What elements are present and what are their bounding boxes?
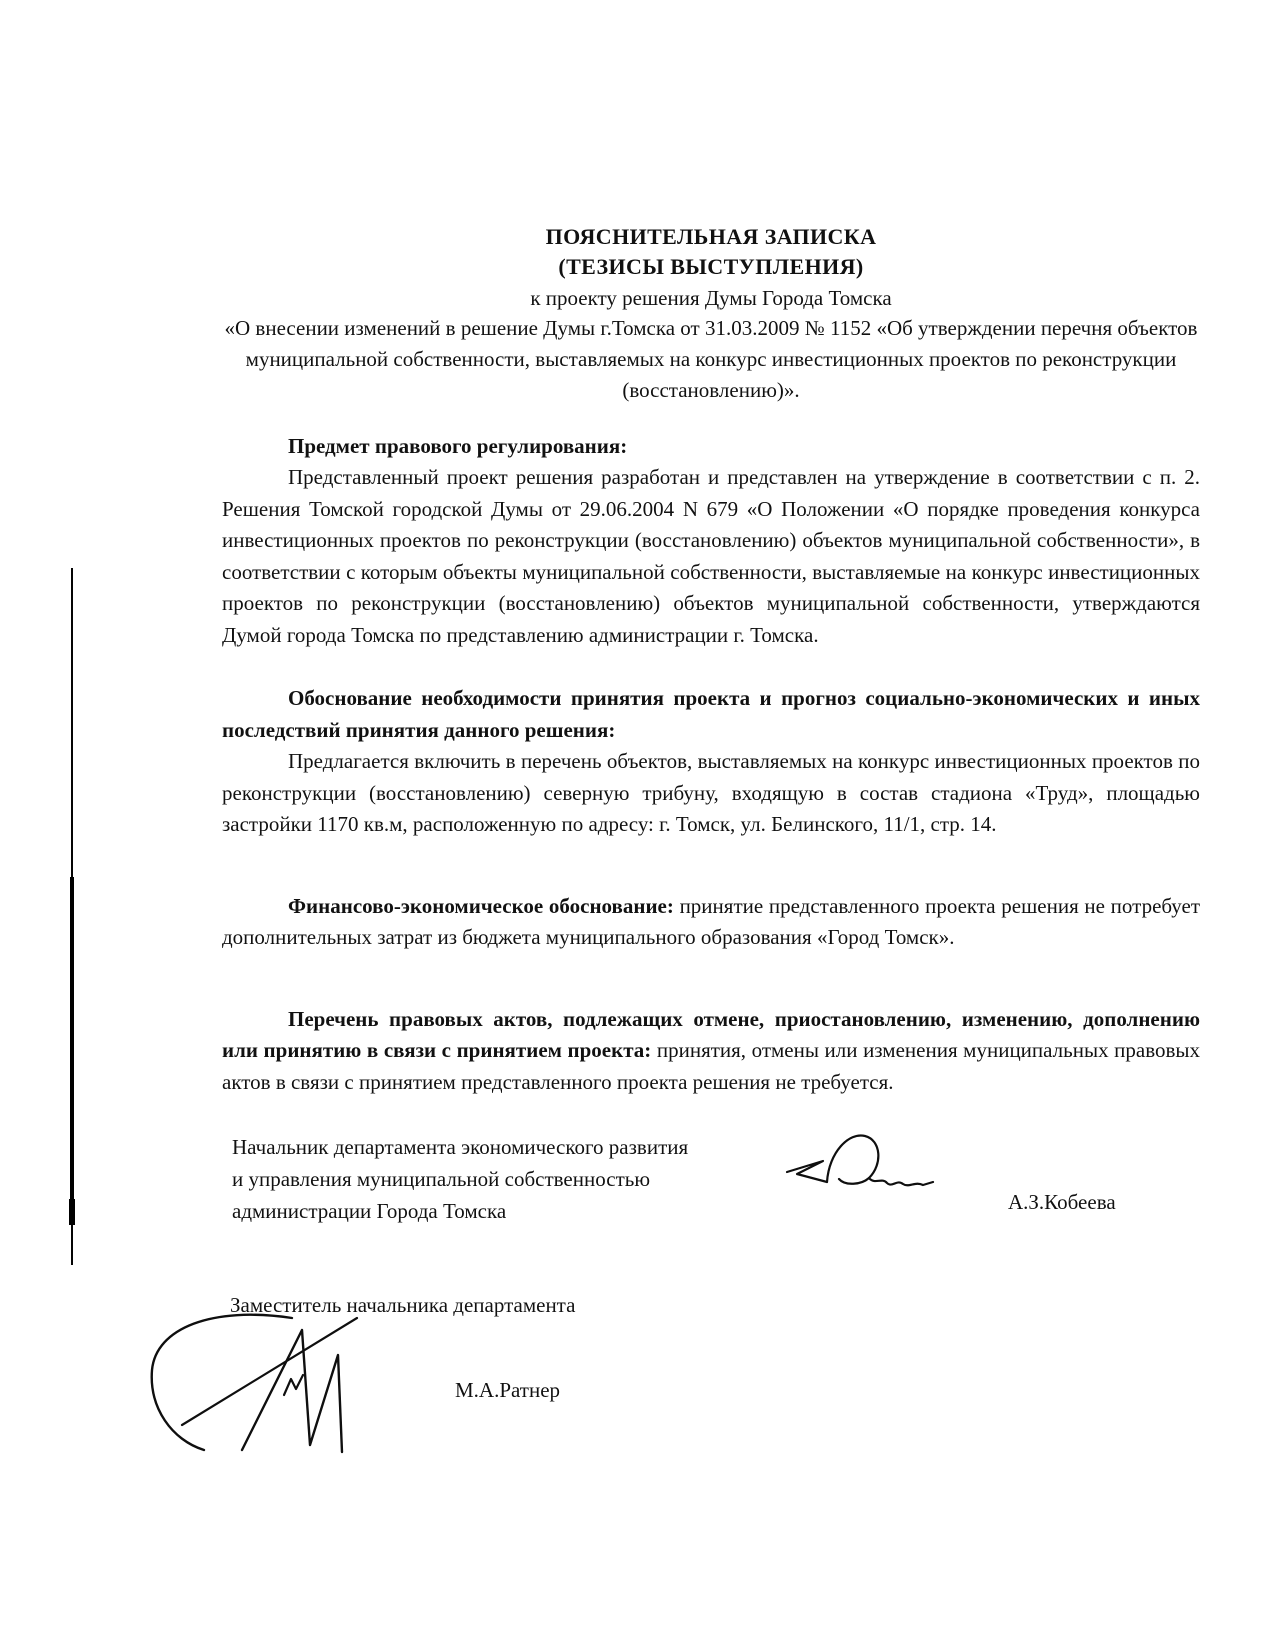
signature-ratner-autograph [142, 1300, 422, 1465]
financial-justification-text: принятие представленного проекта решения не потребует дополнительных затрат из бюджета муниципального образования «Город Томск». [222, 893, 1200, 949]
financial-justification-lead: Финансово-экономическое обоснование: [288, 893, 674, 918]
signature-ratner-icon [142, 1300, 422, 1460]
signatory1-position-line1: Начальник департамента экономического развития [232, 1135, 689, 1159]
signatory1-position [232, 1131, 832, 1227]
section-heading-subject-of-regulation: Предмет правового регулирования: [288, 434, 628, 458]
signature-kobeeva-icon [783, 1128, 941, 1208]
signatory1-position-line2: и управления муниципальной собственностью [232, 1167, 651, 1191]
document-subtitle: к проекту решения Думы Города Томска [530, 286, 892, 310]
section-heading-justification: Обоснование необходимости принятия проекта и прогноз социально-экономических и иных последствий принятия данного решения: [222, 686, 1200, 742]
document-title: ПОЯСНИТЕЛЬНАЯ ЗАПИСКА [545, 224, 877, 249]
signatory2-position: Заместитель начальника департамента [230, 1293, 576, 1317]
legal-acts-text: принятия, отмены или изменения муниципальных правовых актов в связи с принятием представленного проекта решения не требуется. [222, 1038, 1200, 1094]
signatory1-name: А.З.Кобеева [1008, 1190, 1116, 1214]
section-financial-justification [222, 891, 1200, 954]
legal-acts-lead: Перечень правовых актов, подлежащих отмене, приостановлению, изменению, дополнению или принятию в связи с принятием проекта: [222, 1006, 1200, 1062]
signatory2-name: М.А.Ратнер [455, 1378, 561, 1402]
scan-artifact-notch [69, 1199, 75, 1225]
scan-artifact-line-bottom [71, 1225, 73, 1265]
document-body [222, 222, 1200, 1098]
scan-artifact-line-middle [70, 877, 74, 1199]
scan-artifact-line-top [71, 568, 73, 877]
signature-kobeeva-autograph [783, 1128, 941, 1213]
section-body-justification: Предлагается включить в перечень объектов, выставляемых на конкурс инвестиционных проектов по реконструкции (восстановлению) северную трибуну, входящую в состав стадиона «Труд», площадью застройки 1170 кв.м, расположенную по адресу: г. Томск, ул. Белинского, 11/1, стр. 14. [222, 749, 1200, 836]
document-subject: «О внесении изменений в решение Думы г.Томска от 31.03.2009 № 1152 «Об утверждении перечня объектов муниципальной собственности, выставляемых на конкурс инвестиционных проектов по реконструкции (восстановлению)». [224, 316, 1198, 402]
section-body-subject-of-regulation: Представленный проект решения разработан и представлен на утверждение в соответствии с п. 2. Решения Томской городской Думы от 29.06.2004 N 679 «О Положении «О порядке проведения конкурса инвестиционных проектов по реконструкции (восстановлению) объектов муниципальной собственности», в соответствии с которым объекты муниципальной собственности, выставляемые на конкурс инвестиционных проектов по реконструкции (восстановлению) объектов муниципальной собственности, утверждаются Думой города Томска по представлению администрации г. Томска. [222, 465, 1200, 647]
signatory1-position-line3: администрации Города Томска [232, 1199, 507, 1223]
section-legal-acts-list [222, 1004, 1200, 1099]
document-subtitle-theses: (ТЕЗИСЫ ВЫСТУПЛЕНИЯ) [558, 254, 864, 279]
